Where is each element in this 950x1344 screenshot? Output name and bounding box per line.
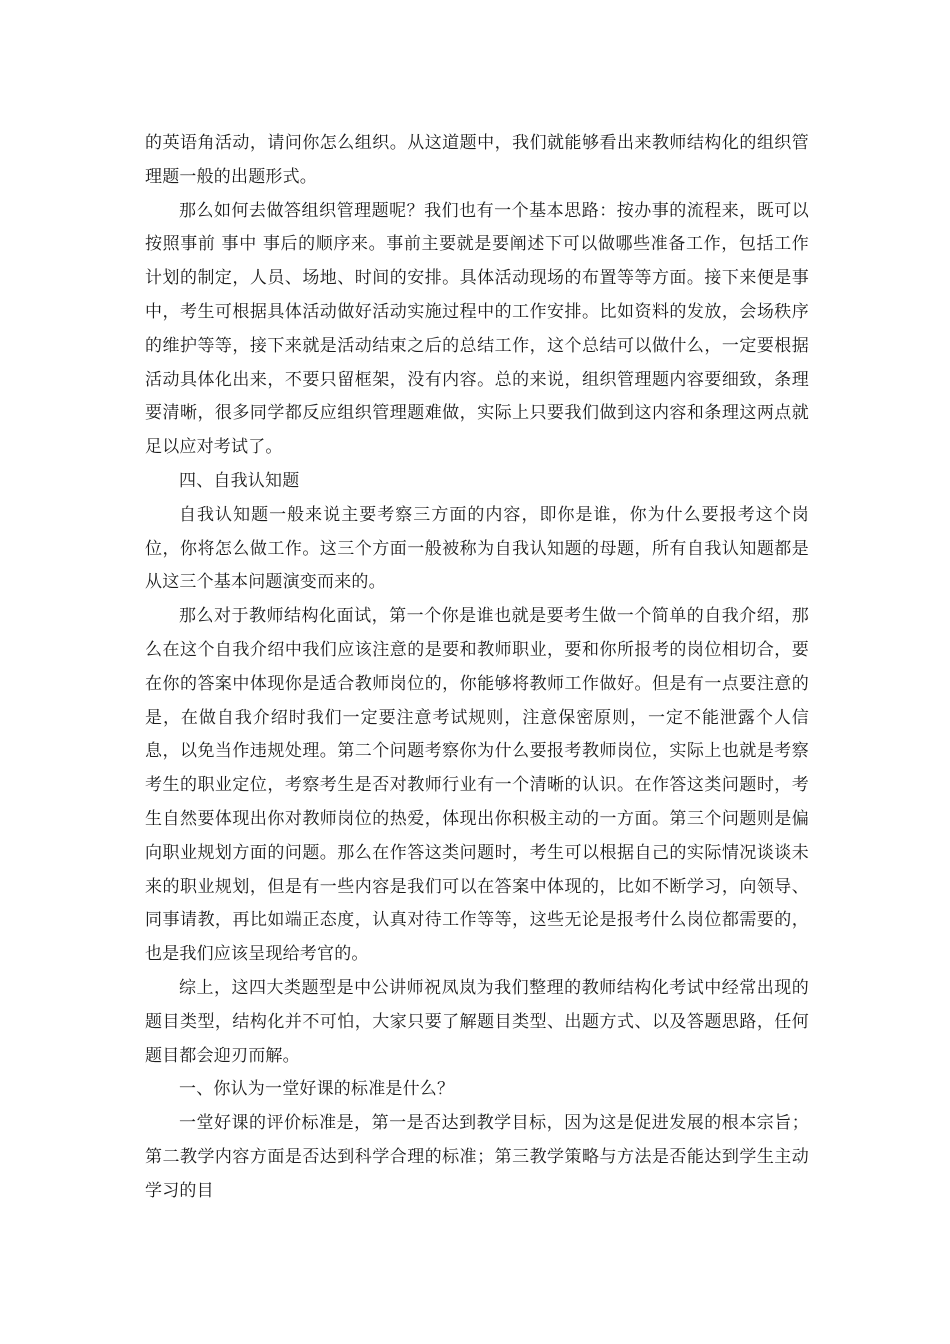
paragraph-self-cognition-detail: 那么对于教师结构化面试，第一个你是谁也就是要考生做一个简单的自我介绍，那么在这个自我介绍中我们应该注意的是要和教师职业，要和你所报考的岗位相切合，要在你的答案中体现你是适合教师岗位的，你能够将教师工作做好。但是有一点要注意的是，在做自我介绍时我们一定要注意考试规则，注意保密原则，一定不能泄露个人信息，以免当作违规处理。第二个问题考察你为什么要报考教师岗位，实际上也就是考察考生的职业定位，考察考生是否对教师行业有一个清晰的认识。在作答这类问题时，考生自然要体现出你对教师岗位的热爱，体现出你积极主动的一方面。第三个问题则是偏向职业规划方面的问题。那么在作答这类问题时，考生可以根据自己的实际情况谈谈未来的职业规划，但是有一些内容是我们可以在答案中体现的，比如不断学习，向领导、同事请教，再比如端正态度，认真对待工作等等，这些无论是报考什么岗位都需要的，也是我们应该呈现给考官的。	[145, 606, 809, 965]
paragraph-continued: 的英语角活动，请问你怎么组织。从这道题中，我们就能够看出来教师结构化的组织管理题一般的出题形式。	[145, 133, 809, 187]
question-heading-good-lesson: 一、你认为一堂好课的标准是什么？	[179, 1079, 455, 1100]
paragraph-summary: 综上，这四大类题型是中公讲师祝凤岚为我们整理的教师结构化考试中经常出现的题目类型，结构化并不可怕，大家只要了解题目类型、出题方式、以及答题思路，任何题目都会迎刃而解。	[145, 977, 809, 1066]
paragraph-good-lesson-answer: 一堂好课的评价标准是，第一是否达到教学目标，因为这是促进发展的根本宗旨；第二教学内容方面是否达到科学合理的标准；第三教学策略与方法是否能达到学生主动学习的目	[145, 1113, 809, 1201]
paragraph-answer-method: 那么如何去做答组织管理题呢？我们也有一个基本思路：按办事的流程来，既可以按照事前 事中 事后的顺序来。事前主要就是要阐述下可以做哪些准备工作，包括工作计划的制定，人员、场地、时间的安排。具体活动现场的布置等等方面。接下来便是事中，考生可根据具体活动做好活动实施过程中的工作安排。比如资料的发放，会场秩序的维护等等，接下来就是活动结束之后的总结工作，这个总结可以做什么，一定要根据活动具体化出来，不要只留框架，没有内容。总的来说，组织管理题内容要细致，条理要清晰，很多同学都反应组织管理题难做，实际上只要我们做到这内容和条理这两点就足以应对考试了。	[145, 200, 809, 458]
document-body	[145, 127, 809, 1209]
section-heading-self-cognition: 四、自我认知题	[179, 470, 300, 491]
paragraph-self-cognition-intro: 自我认知题一般来说主要考察三方面的内容，即你是谁，你为什么要报考这个岗位，你将怎么做工作。这三个方面一般被称为自我认知题的母题，所有自我认知题都是从这三个基本问题演变而来的。	[145, 504, 809, 593]
